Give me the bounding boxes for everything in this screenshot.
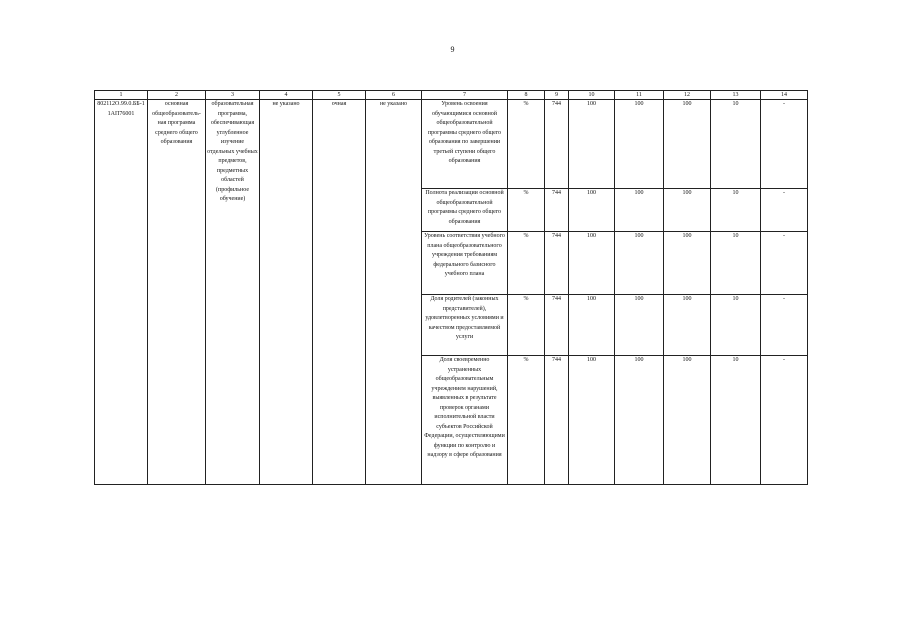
value-cell: 100	[569, 189, 615, 232]
program-cell: основная общеобразователь-ная программа среднего общего образования	[148, 100, 206, 485]
deviation-cell: 10	[711, 356, 761, 485]
header-row	[95, 91, 808, 100]
form-cell: очная	[313, 100, 366, 485]
header-cell: 7	[422, 91, 508, 100]
value-cell: 100	[615, 100, 664, 189]
dash-cell: -	[761, 189, 808, 232]
program-content-cell: образовательная программа, обеспечивающая углубленное изучение отдельных учебных предметов, предметных областей (профильное обучение)	[206, 100, 260, 485]
indicator-name-cell: Доля родителей (законных представителей), удовлетворенных условиями и качеством предоставляемой услуги	[422, 295, 508, 356]
value-cell: 100	[664, 232, 711, 295]
header-cell: 14	[761, 91, 808, 100]
indicator-name-cell: Доля своевременно устраненных общеобразовательным учреждением нарушений, выявленных в результате проверок органами исполнительной власти субъектов Российской Федерации, осуществляющими функции по контролю и надзору в сфере образования	[422, 356, 508, 485]
col4-cell: не указано	[260, 100, 313, 485]
unit-cell: %	[508, 100, 545, 189]
okei-cell: 744	[545, 356, 569, 485]
header-cell: 2	[148, 91, 206, 100]
header-cell: 5	[313, 91, 366, 100]
header-cell: 1	[95, 91, 148, 100]
deviation-cell: 10	[711, 232, 761, 295]
value-cell: 100	[569, 295, 615, 356]
service-code-cell: 802112О.99.0.ББ-11АП76001	[95, 100, 148, 485]
unit-cell: %	[508, 232, 545, 295]
value-cell: 100	[664, 295, 711, 356]
okei-cell: 744	[545, 232, 569, 295]
header-cell: 8	[508, 91, 545, 100]
value-cell: 100	[664, 189, 711, 232]
value-cell: 100	[569, 232, 615, 295]
okei-cell: 744	[545, 189, 569, 232]
dash-cell: -	[761, 356, 808, 485]
value-cell: 100	[664, 356, 711, 485]
unit-cell: %	[508, 189, 545, 232]
deviation-cell: 10	[711, 100, 761, 189]
header-cell: 11	[615, 91, 664, 100]
service-quality-table	[94, 90, 808, 485]
indicator-name-cell: Полнота реализации основной общеобразовательной программы среднего общего образования	[422, 189, 508, 232]
header-cell: 10	[569, 91, 615, 100]
unit-cell: %	[508, 295, 545, 356]
header-cell: 6	[366, 91, 422, 100]
header-cell: 12	[664, 91, 711, 100]
col6-cell: не указано	[366, 100, 422, 485]
value-cell: 100	[615, 189, 664, 232]
dash-cell: -	[761, 295, 808, 356]
header-cell: 4	[260, 91, 313, 100]
value-cell: 100	[615, 232, 664, 295]
dash-cell: -	[761, 100, 808, 189]
page-number: 9	[450, 45, 455, 54]
dash-cell: -	[761, 232, 808, 295]
table-row	[95, 100, 808, 189]
deviation-cell: 10	[711, 295, 761, 356]
deviation-cell: 10	[711, 189, 761, 232]
header-cell: 13	[711, 91, 761, 100]
value-cell: 100	[615, 356, 664, 485]
indicator-name-cell: Уровень соответствия учебного плана общеобразовательного учреждения требованиям федерального базисного учебного плана	[422, 232, 508, 295]
value-cell: 100	[615, 295, 664, 356]
unit-cell: %	[508, 356, 545, 485]
header-cell: 9	[545, 91, 569, 100]
indicator-name-cell: Уровень освоения обучающимися основной общеобразовательной программы среднего общего образования по завершении третьей ступени общего образования	[422, 100, 508, 189]
value-cell: 100	[569, 100, 615, 189]
okei-cell: 744	[545, 295, 569, 356]
value-cell: 100	[664, 100, 711, 189]
header-cell: 3	[206, 91, 260, 100]
value-cell: 100	[569, 356, 615, 485]
okei-cell: 744	[545, 100, 569, 189]
